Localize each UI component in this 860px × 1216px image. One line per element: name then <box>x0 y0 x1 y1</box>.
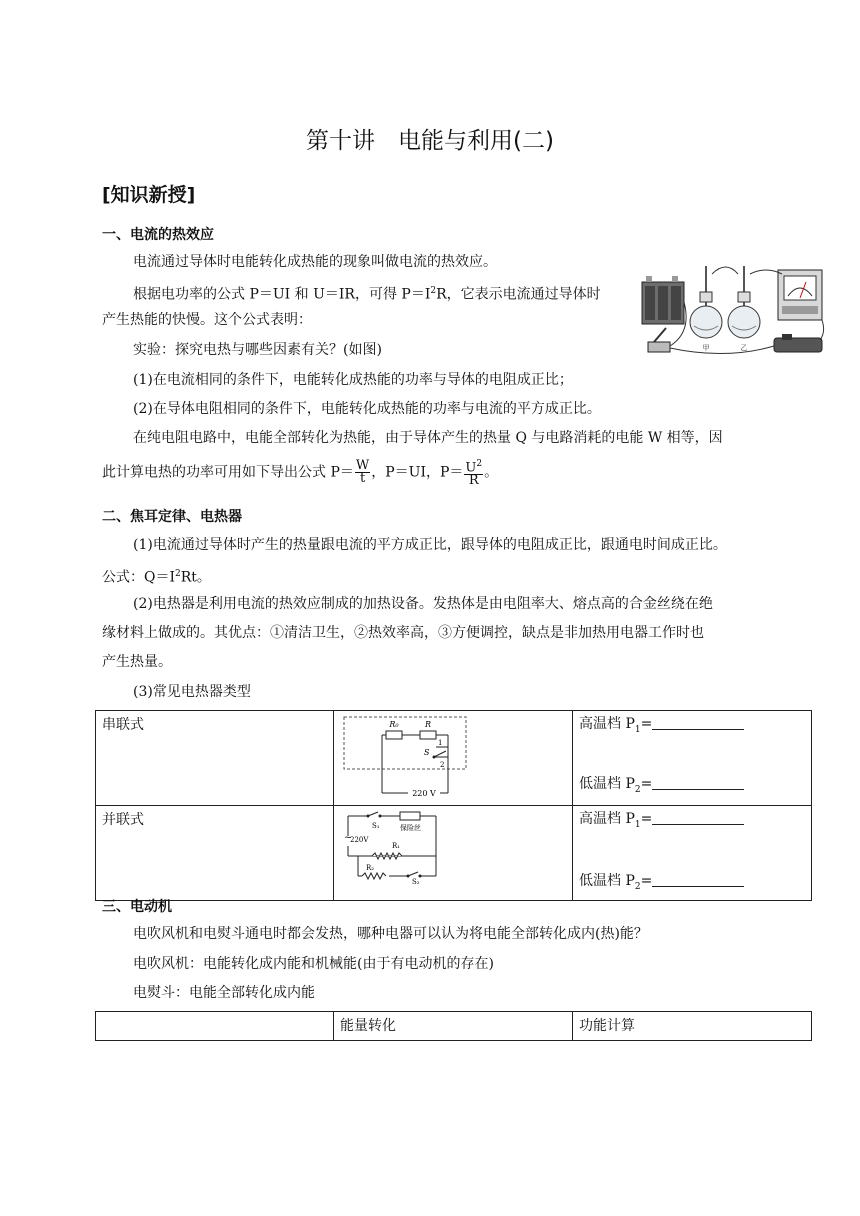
label-r2: R₂ <box>366 864 375 872</box>
numerator: W <box>355 458 370 474</box>
ammeter-icon <box>778 270 822 320</box>
numerator-base: U <box>465 460 477 476</box>
paragraph: 缘材料上做成的。其优点：①清洁卫生，②热效率高，③方便调控，缺点是非加热用电器工作时也 <box>102 625 704 641</box>
heading-motor: 三、电动机 <box>102 899 172 915</box>
paragraph: 产生热能的快慢。这个公式表明： <box>102 312 312 328</box>
flask-label: 甲 <box>702 344 710 352</box>
subscript: 1 <box>634 724 641 735</box>
table-cell: 串联式 <box>96 711 334 806</box>
parallel-circuit-diagram <box>342 808 442 884</box>
label-220v: 220 V <box>412 789 436 798</box>
series-circuit-diagram <box>342 713 470 799</box>
motor-comparison-table <box>95 1011 812 1041</box>
switch-icon <box>648 328 670 352</box>
answer-blank[interactable] <box>652 775 744 790</box>
table-header-row <box>96 1012 812 1041</box>
label: 低温档 P <box>579 775 635 792</box>
label: 高温档 P <box>579 811 635 827</box>
paragraph: 电熨斗：电能全部转化成内能 <box>133 985 315 1001</box>
table-cell: 并联式 <box>96 806 334 901</box>
subscript: 2 <box>634 784 641 795</box>
text: 此计算电热的功率可用如下导出公式 P＝ <box>102 464 354 481</box>
low-power-line <box>579 871 805 897</box>
table-header-cell: 功能计算 <box>573 1012 812 1041</box>
table-cell <box>573 711 812 806</box>
label-s2: S₂ <box>412 878 420 884</box>
heading-heat-effect: 一、电流的热效应 <box>102 227 214 243</box>
text: ，P＝UI，P＝ <box>371 464 464 481</box>
rheostat-icon <box>774 334 822 352</box>
flask-icon <box>728 266 760 352</box>
text: R，它表示电流通过导体时 <box>436 286 601 303</box>
flask-label: 乙 <box>740 344 748 352</box>
table-cell <box>334 711 573 806</box>
paragraph: (2)在导体电阻相同的条件下，电能转化成热能的功率与电流的平方成正比。 <box>133 401 601 417</box>
label-r0: R₀ <box>389 720 399 729</box>
superscript: 2 <box>430 286 437 296</box>
heater-types-table <box>95 710 812 901</box>
paragraph <box>133 281 601 305</box>
equals: = <box>640 811 653 827</box>
label-s1: S₁ <box>372 822 380 830</box>
equals: = <box>640 872 653 889</box>
ac-source-icon: ~ <box>344 833 352 843</box>
fraction-w-over-t <box>355 460 370 485</box>
label-1: 1 <box>438 739 443 747</box>
text: 。 <box>484 464 499 481</box>
label: 低温档 P <box>579 872 635 889</box>
label-2: 2 <box>440 761 445 769</box>
label-r: R <box>424 720 432 729</box>
paragraph: (1)电流通过导体时产生的热量跟电流的平方成正比，跟导体的电阻成正比，跟通电时间成正比。 <box>133 537 727 553</box>
text: 根据电功率的公式 P＝UI 和 U＝IR，可得 P＝I <box>133 286 431 303</box>
fraction-u2-over-r <box>464 458 483 487</box>
paragraph <box>102 458 498 487</box>
label-s: S <box>424 748 430 757</box>
paragraph: 实验：探究电热与哪些因素有关？(如图) <box>133 342 382 358</box>
subscript: 2 <box>634 881 641 892</box>
superscript: 2 <box>476 459 483 469</box>
label-r1: R₁ <box>392 842 401 850</box>
table-cell <box>573 806 812 901</box>
flask-icon <box>690 266 722 352</box>
paragraph: (1)在电流相同的条件下，电能转化成热能的功率与导体的电阻成正比； <box>133 372 573 388</box>
heading-joule-law: 二、焦耳定律、电热器 <box>102 509 242 525</box>
label: 高温档 P <box>579 716 635 732</box>
paragraph: 在纯电阻电路中，电能全部转化为热能，由于导体产生的热量 Q 与电路消耗的电能 W 相等，因 <box>133 430 723 446</box>
superscript: 2 <box>175 569 181 579</box>
label-fuse: 保险丝 <box>400 824 421 832</box>
high-power-line <box>579 809 805 835</box>
paragraph: 电吹风机和电熨斗通电时都会发热，哪种电器可以认为将电能全部转化成内(热)能？ <box>133 926 648 942</box>
table-row <box>96 806 812 901</box>
denominator: t <box>359 471 366 487</box>
table-cell <box>334 806 573 901</box>
table-row <box>96 711 812 806</box>
high-power-line <box>579 714 805 740</box>
denominator: R <box>468 473 479 489</box>
answer-blank[interactable] <box>652 715 744 730</box>
paragraph: (3)常见电热器类型 <box>133 684 251 700</box>
paragraph <box>102 564 211 588</box>
paragraph: (2)电热器是利用电流的热效应制成的加热设备。发热体是由电阻率大、熔点高的合金丝绕在绝 <box>133 596 713 612</box>
section-heading: [知识新授] <box>102 184 196 206</box>
equals: = <box>640 775 653 792</box>
paragraph: 电吹风机：电能转化成内能和机械能(由于有电动机的存在) <box>133 956 494 972</box>
subscript: 1 <box>634 819 641 830</box>
answer-blank[interactable] <box>652 872 744 887</box>
low-power-line <box>579 774 805 800</box>
answer-blank[interactable] <box>652 810 744 825</box>
table-header-cell: 能量转化 <box>334 1012 573 1041</box>
text: Rt。 <box>180 569 211 586</box>
label-220v: 220V <box>350 836 369 844</box>
experiment-apparatus-illustration <box>636 262 826 362</box>
battery-icon <box>642 276 684 324</box>
page-title: 第十讲 电能与利用(二) <box>306 128 554 154</box>
text: 公式：Q＝I <box>102 569 176 586</box>
paragraph: 产生热量。 <box>102 654 172 670</box>
paragraph: 电流通过导体时电能转化成热能的现象叫做电流的热效应。 <box>133 254 497 270</box>
equals: = <box>640 716 653 732</box>
table-header-cell <box>96 1012 334 1041</box>
